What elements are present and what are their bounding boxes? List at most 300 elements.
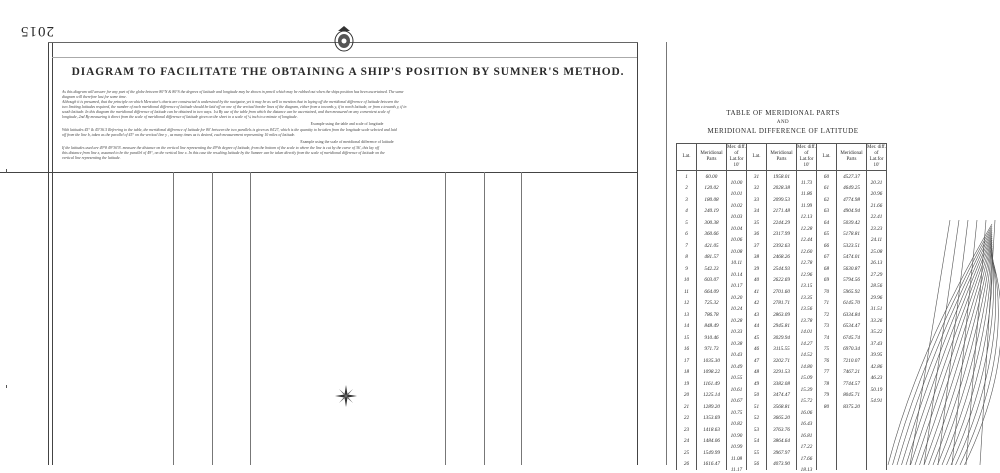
mer-diff-cell-value: 10.28 [731, 318, 743, 324]
lat-cell [747, 183, 767, 195]
table-row [677, 355, 887, 367]
lat-cell-value: 80 [824, 404, 829, 410]
header-mer-diff: Mer. diff. of Lat.for 10' [867, 144, 887, 171]
mer-diff-cell-value: 10.33 [731, 329, 743, 335]
meridional-parts-cell [837, 298, 867, 310]
table-row [677, 321, 887, 333]
header-lat: Lat. [817, 144, 837, 171]
mer-diff-cell-value: 14.01 [801, 329, 813, 335]
mer-diff-cell-value: 10.11 [731, 260, 742, 266]
lat-cell-value: 66 [824, 243, 829, 249]
instruction-line: Although it is presumed, that the principle on which Mercator's charts are constructed is understood by the navigator, yet it may be as well to mention that in laying off the meridional difference of latitude between the [62, 100, 632, 105]
mer-diff-cell-value: 10.14 [731, 272, 743, 278]
meridional-parts-cell [767, 401, 797, 413]
mer-diff-cell-value: 15.39 [801, 387, 813, 393]
lat-cell-value: 22 [684, 415, 689, 421]
meridional-parts-cell [837, 309, 867, 321]
lat-cell-value: 53 [754, 427, 759, 433]
lat-cell-value: 51 [754, 404, 759, 410]
lat-cell-value: 8 [685, 254, 688, 260]
meridional-parts-cell [767, 229, 797, 241]
meridional-parts-cell-value: 910.46 [704, 335, 718, 341]
meridional-parts-cell-value: 5965.92 [843, 289, 860, 295]
mer-diff-cell-value: 10.67 [731, 398, 743, 404]
lat-cell-value: 75 [824, 346, 829, 352]
meridional-parts-cell-value: 848.49 [704, 323, 718, 329]
mer-diff-cell-value: 11.86 [801, 191, 812, 197]
lat-cell [677, 240, 697, 252]
lat-cell [817, 378, 837, 390]
instruction-line: longitude, 2nd By measuring it direct from the scale of meridional difference of latitude given on the sheet to a scale of ¼ inch to a minute of longitude. [62, 115, 632, 120]
meridional-parts-cell-value: 786.78 [704, 312, 718, 318]
meridional-parts-cell [767, 447, 797, 459]
meridional-parts-cell [767, 309, 797, 321]
lat-cell [747, 194, 767, 206]
lat-cell [677, 183, 697, 195]
meridional-parts-cell-value: 3382.08 [773, 381, 790, 387]
mer-diff-cell-value: 12.44 [801, 237, 813, 243]
mer-diff-cell-value: 11.17 [731, 467, 742, 473]
meridional-parts-cell [697, 309, 727, 321]
instruction-line: As this diagram will answer for any part of the globe between 80°N & 80°S the degrees of latitude and longitude may be shown in pencil which may be rubbed out when the ships position has been ascertained. The same [62, 90, 632, 95]
lat-cell [747, 263, 767, 275]
table-title-line: MERIDIONAL DIFFERENCE OF LATITUDE [668, 126, 898, 137]
lat-cell [817, 424, 837, 436]
lat-cell-value: 40 [754, 277, 759, 283]
lat-cell [817, 390, 837, 402]
meridional-parts-cell [697, 378, 727, 390]
lat-cell-value: 64 [824, 220, 829, 226]
lat-cell [817, 263, 837, 275]
meridional-parts-cell-value: 2544.93 [773, 266, 790, 272]
meridional-parts-cell [697, 183, 727, 195]
meridional-parts-cell-value: 3029.94 [773, 335, 790, 341]
lat-cell-value: 74 [824, 335, 829, 341]
page-number: 2015 [20, 22, 54, 39]
meridional-parts-cell [767, 206, 797, 218]
lat-cell-value: 17 [684, 358, 689, 364]
mer-diff-cell-value: 11.08 [731, 456, 742, 462]
lat-cell-value: 44 [754, 323, 759, 329]
lat-cell [677, 367, 697, 379]
mer-diff-cell-value: 10.43 [731, 352, 743, 358]
mer-diff-cell-value: 31.51 [871, 306, 883, 312]
lat-cell [817, 206, 837, 218]
scale-line [952, 220, 977, 465]
meridional-parts-cell-value: 4527.37 [843, 174, 860, 180]
instruction-line: south latitude. In this diagram the meridional difference of latitude can be obtained in two ways. 1st By use of the table from which the distance can be ascertained, and then measured on any convenient scale of [62, 110, 632, 115]
lat-cell [677, 378, 697, 390]
meridional-parts-cell-value: 2028.38 [773, 185, 790, 191]
header-mer-diff: Mer. diff. of Lat.for 10' [797, 144, 817, 171]
meridional-parts-cell [837, 344, 867, 356]
lat-cell [677, 229, 697, 241]
meridional-parts-cell [767, 171, 797, 183]
lat-cell [677, 275, 697, 287]
mer-diff-cell-value: 12.28 [801, 226, 813, 232]
meridional-parts-cell [767, 344, 797, 356]
lat-cell-value: 63 [824, 208, 829, 214]
lat-cell-value: 72 [824, 312, 829, 318]
meridional-parts-cell-value: 2945.81 [773, 323, 790, 329]
meridional-parts-cell [837, 240, 867, 252]
mer-diff-cell-value: 27.29 [871, 272, 883, 278]
meridional-parts-cell-value: 2171.48 [773, 208, 790, 214]
meridional-parts-cell [837, 390, 867, 402]
lat-cell-value: 20 [684, 392, 689, 398]
example-line: vertical line representing the latitude. [62, 156, 632, 161]
lat-cell-value: 1 [685, 174, 688, 180]
lat-cell [817, 298, 837, 310]
table-row [677, 378, 887, 390]
lat-cell [747, 424, 767, 436]
mer-diff-cell-value: 50.19 [871, 387, 883, 393]
lat-cell-value: 9 [685, 266, 688, 272]
lat-cell-value: 45 [754, 335, 759, 341]
meridional-parts-cell-value: 481.57 [704, 254, 718, 260]
lat-cell-value: 23 [684, 427, 689, 433]
mer-diff-cell-value: 46.23 [871, 375, 883, 381]
mer-diff-cell-value: 25.08 [871, 249, 883, 255]
mer-diff-cell-value: 39.95 [871, 352, 883, 358]
mer-diff-cell-value: 35.22 [871, 329, 883, 335]
header-meridional-parts: Meridional Parts [837, 144, 867, 171]
meridional-parts-cell [697, 459, 727, 471]
lat-cell [747, 413, 767, 425]
header-lat: Lat. [747, 144, 767, 171]
meridional-parts-cell [837, 424, 867, 436]
lat-cell [747, 436, 767, 448]
lat-cell-value: 3 [685, 197, 688, 203]
left-inner-border [52, 42, 53, 465]
lat-cell [817, 321, 837, 333]
lat-cell [747, 252, 767, 264]
meridional-parts-cell [767, 252, 797, 264]
scale-curve [960, 256, 998, 465]
lat-cell [747, 309, 767, 321]
meridional-parts-cell-value: 7210.07 [843, 358, 860, 364]
lat-cell-value: 32 [754, 185, 759, 191]
mer-diff-cell-value: 10.02 [731, 203, 743, 209]
mer-diff-cell-value: 54.91 [871, 398, 883, 404]
meridional-parts-cell [767, 194, 797, 206]
meridional-parts-cell-value: 542.23 [704, 266, 718, 272]
lat-cell-value: 37 [754, 243, 759, 249]
mer-diff-cell-value: 12.60 [801, 249, 813, 255]
mer-diff-cell-value: 10.49 [731, 364, 743, 370]
lat-cell-value: 38 [754, 254, 759, 260]
meridional-parts-cell [837, 217, 867, 229]
lat-cell [747, 355, 767, 367]
meridional-parts-cell-value: 3291.53 [773, 369, 790, 375]
meridional-parts-cell [837, 321, 867, 333]
scale-curve [947, 250, 993, 465]
meridional-parts-cell [697, 332, 727, 344]
meridional-parts-cell [837, 378, 867, 390]
mer-diff-cell-value: 23.23 [871, 226, 883, 232]
meridional-parts-cell [697, 263, 727, 275]
lat-cell [677, 194, 697, 206]
lat-cell-value: 5 [685, 220, 688, 226]
lat-cell [747, 390, 767, 402]
meridional-parts-cell-value: 3665.20 [773, 415, 790, 421]
lat-cell-value: 62 [824, 197, 829, 203]
meridional-parts-cell [837, 194, 867, 206]
mer-diff-cell-value: 10.20 [731, 295, 743, 301]
mer-diff-cell-value: 10.82 [731, 421, 743, 427]
meridional-parts-cell-value: 3115.55 [773, 346, 789, 352]
table-row [677, 332, 887, 344]
meridional-parts-cell [837, 206, 867, 218]
lat-cell-value: 55 [754, 450, 759, 456]
meridional-parts-cell [837, 355, 867, 367]
meridional-parts-cell [837, 401, 867, 413]
mer-diff-cell-value: 12.78 [801, 260, 813, 266]
meridional-parts-cell-value: 5323.51 [843, 243, 860, 249]
meridional-parts-cell [697, 401, 727, 413]
meridional-parts-cell-value: 5474.01 [843, 254, 860, 260]
lat-cell [817, 413, 837, 425]
meridional-parts-cell-value: 180.08 [704, 197, 718, 203]
diagram-line [212, 172, 213, 465]
meridional-parts-cell-value: 1616.47 [703, 461, 720, 467]
lat-cell-value: 50 [754, 392, 759, 398]
lat-cell [677, 390, 697, 402]
lat-cell [747, 206, 767, 218]
meridional-parts-cell-value: 1353.69 [703, 415, 720, 421]
meridional-parts-cell [837, 413, 867, 425]
diagram-title: DIAGRAM TO FACILITATE THE OBTAINING A SHIP'S POSITION BY SUMNER'S METHOD. [48, 66, 648, 78]
table-title-line: TABLE OF MERIDIONAL PARTS [668, 108, 898, 119]
scale-curve [942, 248, 992, 465]
meridional-parts-cell-value: 1958.01 [773, 174, 790, 180]
lat-cell [747, 378, 767, 390]
mer-diff-cell-value: 10.08 [731, 249, 743, 255]
lat-cell-value: 56 [754, 461, 759, 467]
mer-diff-cell-value: 29.96 [871, 295, 883, 301]
lat-cell-value: 4 [685, 208, 688, 214]
table-title-line: AND [668, 119, 898, 126]
meridional-parts-cell [767, 413, 797, 425]
scale-line [924, 220, 959, 465]
table-row [677, 206, 887, 218]
meridional-parts-cell [837, 286, 867, 298]
lat-cell [747, 344, 767, 356]
example-line: off from the line b, taken as the parallel of 45° on the vertical line y , as many times as is desired, each measurement representing 10 miles of latitude. [62, 133, 632, 138]
lat-cell [747, 240, 767, 252]
lat-cell-value: 65 [824, 231, 829, 237]
meridional-parts-cell [697, 413, 727, 425]
lat-cell-value: 77 [824, 369, 829, 375]
lat-cell-value: 73 [824, 323, 829, 329]
lat-cell-value: 21 [684, 404, 689, 410]
meridional-parts-cell-value: 6534.47 [843, 323, 860, 329]
mer-diff-cell-value: 10.24 [731, 306, 743, 312]
table-row [677, 459, 887, 471]
meridional-parts-cell-value: 60.00 [706, 174, 718, 180]
lat-cell [747, 275, 767, 287]
example-line: If the latitudes used are 49°8 49°36'N. measure the distance on the vertical line representing the 49°th degree of latitude, from the bottom of the scale to where the line is cut by the curve of 36', this lay off [62, 146, 632, 151]
meridional-parts-cell-value: 6970.34 [843, 346, 860, 352]
mer-diff-cell-value: 33.26 [871, 318, 883, 324]
lat-cell-value: 13 [684, 312, 689, 318]
meridional-parts-cell [697, 252, 727, 264]
mer-diff-cell-value: 13.56 [801, 306, 813, 312]
meridional-scale-curves [880, 220, 1000, 465]
lat-cell [817, 401, 837, 413]
meridional-parts-cell [697, 171, 727, 183]
meridional-parts-cell-value: 8375.20 [843, 404, 860, 410]
meridional-parts-cell-value: 7467.21 [843, 369, 860, 375]
meridional-parts-cell [837, 183, 867, 195]
lat-cell-value: 46 [754, 346, 759, 352]
lat-cell [817, 252, 837, 264]
meridional-parts-cell [697, 229, 727, 241]
meridional-parts-cell-value: 7744.57 [843, 381, 860, 387]
meridional-parts-cell [767, 390, 797, 402]
meridional-parts-cell-value: 5039.42 [843, 220, 860, 226]
right-border [637, 42, 638, 465]
lat-cell [817, 436, 837, 448]
lat-cell [817, 286, 837, 298]
meridional-parts-cell [767, 217, 797, 229]
lat-cell [747, 367, 767, 379]
meridional-parts-cell [697, 321, 727, 333]
meridional-parts-cell-value: 1549.99 [703, 450, 720, 456]
lat-cell-value: 41 [754, 289, 759, 295]
lat-cell [817, 344, 837, 356]
table-row [677, 194, 887, 206]
mer-diff-cell-value: 10.75 [731, 410, 743, 416]
lat-cell-value: 6 [685, 231, 688, 237]
example-line: this distance from line x, assumed to be the parallel of 49°, on the vertical line x. In this case the resulting latitude by the Sumner can be taken directly from the scale of meridional difference of latitude on the [62, 151, 632, 156]
meridional-parts-cell-value: 4774.98 [843, 197, 860, 203]
scale-curve [951, 252, 994, 465]
lat-cell [677, 413, 697, 425]
scale-curve [897, 228, 992, 465]
mer-diff-cell-value: 17.66 [801, 456, 813, 462]
scale-curve [915, 236, 992, 465]
lat-cell [747, 447, 767, 459]
lat-cell [677, 344, 697, 356]
table-row [677, 424, 887, 436]
meridional-parts-cell [697, 436, 727, 448]
example-heading: Example using the table and scale of longitude [62, 122, 632, 127]
mer-diff-cell-value: 14.27 [801, 341, 813, 347]
mer-diff-cell-value: 10.99 [731, 444, 743, 450]
meridional-parts-cell-value: 1035.30 [703, 358, 720, 364]
meridional-parts-cell-value: 2781.71 [773, 300, 790, 306]
meridional-parts-cell-value: 2701.60 [773, 289, 790, 295]
meridional-parts-cell-value: 2468.26 [773, 254, 790, 260]
meridional-parts-cell [697, 286, 727, 298]
mer-diff-cell-value: 18.13 [801, 467, 813, 473]
lat-cell [677, 332, 697, 344]
meridional-parts-cell [697, 217, 727, 229]
meridional-parts-cell-value: 120.02 [704, 185, 718, 191]
meridional-parts-cell [767, 367, 797, 379]
table-row [677, 344, 887, 356]
meridional-parts-cell-value: 3967.97 [773, 450, 790, 456]
lat-cell [817, 355, 837, 367]
meridional-parts-cell-value: 2099.53 [773, 197, 790, 203]
mer-diff-cell-value: 10.90 [731, 433, 743, 439]
instruction-line: two limiting latitudes required, the number of each meridional difference of latitude should be laid off on one of the vertical border lines of the diagram, either from a towards y, if in north latitude, or from z towards y, if in [62, 105, 632, 110]
lat-cell-value: 26 [684, 461, 689, 467]
meridional-parts-cell [697, 390, 727, 402]
table-row [677, 183, 887, 195]
lat-cell [677, 436, 697, 448]
meridional-parts-cell [837, 332, 867, 344]
table-row [677, 275, 887, 287]
mer-diff-cell-value: 10.00 [731, 180, 743, 186]
lat-cell [677, 206, 697, 218]
lat-cell [677, 298, 697, 310]
lat-cell [817, 229, 837, 241]
lat-cell [677, 171, 697, 183]
lat-cell-value: 71 [824, 300, 829, 306]
meridional-parts-cell [697, 355, 727, 367]
lat-cell [817, 459, 837, 471]
meridional-parts-cell-value: 725.32 [704, 300, 718, 306]
lat-cell-value: 43 [754, 312, 759, 318]
lat-cell-value: 79 [824, 392, 829, 398]
lat-cell-value: 15 [684, 335, 689, 341]
lat-cell [677, 401, 697, 413]
mer-diff-cell-value: 10.03 [731, 214, 743, 220]
lat-cell-value: 35 [754, 220, 759, 226]
lat-cell [817, 217, 837, 229]
meridional-parts-cell-value: 2244.29 [773, 220, 790, 226]
lat-cell [817, 171, 837, 183]
lat-cell-value: 2 [685, 185, 688, 191]
diagram-line [250, 172, 251, 465]
meridional-parts-cell-value: 4904.94 [843, 208, 860, 214]
mer-diff-cell-value: 10.17 [731, 283, 743, 289]
lat-cell-value: 36 [754, 231, 759, 237]
meridional-parts-cell [837, 459, 867, 471]
lat-cell-value: 12 [684, 300, 689, 306]
lat-cell-value: 47 [754, 358, 759, 364]
mer-diff-cell-value: 42.86 [871, 364, 883, 370]
mer-diff-cell-value: 10.06 [731, 237, 743, 243]
lat-cell [677, 217, 697, 229]
lat-cell-value: 49 [754, 381, 759, 387]
mer-diff-cell-value: 12.96 [801, 272, 813, 278]
meridional-parts-cell-value: 664.09 [704, 289, 718, 295]
mer-diff-cell-value: 16.81 [801, 433, 813, 439]
meridional-parts-cell-value: 8045.71 [843, 392, 860, 398]
mer-diff-cell-value: 12.13 [801, 214, 813, 220]
margin-tick [6, 385, 10, 388]
lat-cell [817, 309, 837, 321]
meridional-parts-cell [697, 424, 727, 436]
meridional-parts-cell [767, 332, 797, 344]
meridional-parts-cell-value: 6334.84 [843, 312, 860, 318]
mer-diff-cell-value: 13.78 [801, 318, 813, 324]
mer-diff-cell-value: 20.96 [871, 191, 883, 197]
meridional-parts-cell [837, 447, 867, 459]
meridional-parts-cell-value: 1289.20 [703, 404, 720, 410]
lat-cell-value: 10 [684, 277, 689, 283]
meridional-parts-cell-value: 5178.81 [843, 231, 860, 237]
table-row [677, 390, 887, 402]
lat-cell [677, 321, 697, 333]
meridional-parts-cell-value: 421.05 [704, 243, 718, 249]
diagram-top-line [0, 172, 638, 173]
mer-diff-cell-value: 22.41 [871, 214, 883, 220]
lat-cell [677, 355, 697, 367]
